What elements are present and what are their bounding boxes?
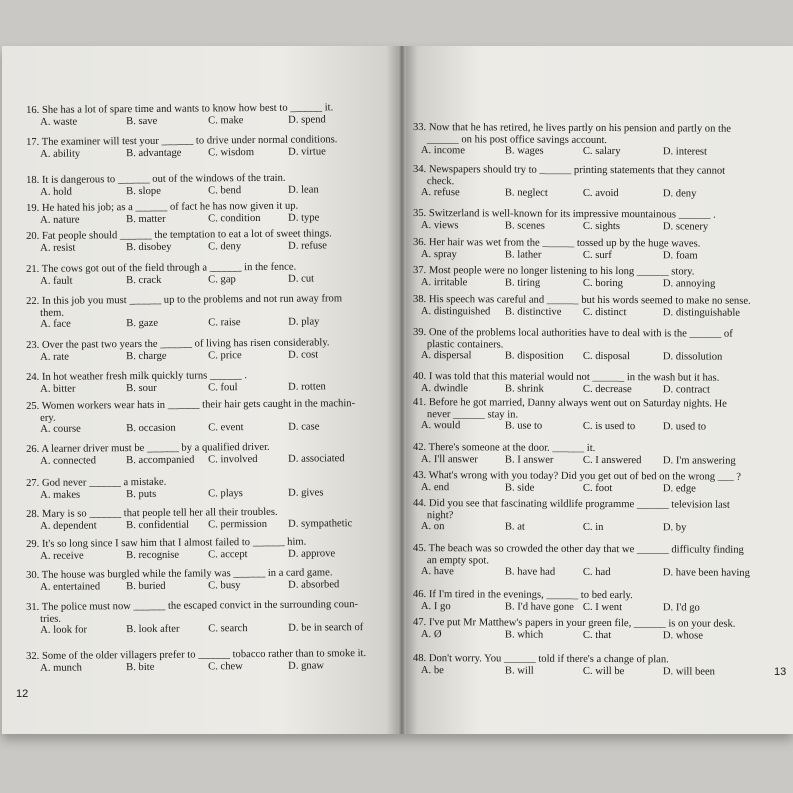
- answer-option: D. absorbed: [288, 578, 340, 591]
- answer-option: D. distinguishable: [662, 306, 741, 319]
- answer-options: [26, 452, 345, 467]
- answer-option: C. wisdom: [208, 146, 255, 158]
- question-stem: 26. A learner driver must be ______ by a qualified driver.: [26, 441, 270, 455]
- answer-option: A. face: [40, 318, 71, 330]
- answer-option: B. disobey: [126, 241, 172, 253]
- answer-option: B. matter: [126, 213, 166, 225]
- answer-option: D. play: [288, 316, 320, 328]
- answer-option: C. disposal: [582, 350, 630, 363]
- question-stem-continued: plastic containers.: [426, 338, 504, 350]
- question-stem-continued: ______ on his post office savings account.: [426, 133, 608, 146]
- answer-option: C. foot: [582, 482, 613, 494]
- answer-option: C. distinct: [582, 306, 627, 318]
- question-item: [26, 536, 336, 562]
- answer-option: D. type: [288, 211, 320, 224]
- question-stem: 20. Fat people should ______ the temptation to eat a lot of sweet things.: [26, 228, 332, 242]
- answer-option: B. which: [504, 628, 544, 641]
- question-stem: 30. The house was burgled while the family was ______ in a card game.: [26, 567, 333, 581]
- answer-options: [413, 628, 736, 641]
- question-item: [413, 470, 741, 495]
- question-item: [26, 102, 333, 128]
- answer-option: C. had: [582, 566, 611, 579]
- question-stem: 46. If I'm tired in the evenings, ______ to bed early.: [412, 589, 633, 602]
- answer-options: [26, 183, 319, 198]
- question-stem: 48. Don't worry. You ______ told if there's a change of plan.: [412, 653, 669, 666]
- question-stem: 41. Before he got married, Danny always went out on Saturday nights. He: [412, 397, 727, 410]
- question-item: [26, 567, 340, 593]
- answer-option: B. neglect: [504, 187, 548, 199]
- right-page-number: 13: [774, 666, 787, 678]
- answer-option: A. course: [40, 423, 81, 435]
- open-book: [2, 46, 793, 734]
- question-stem: 38. His speech was careful and ______ but his words seemed to make no sense.: [412, 294, 751, 307]
- question-stem: 21. The cows got out of the field through a ______ in the fence.: [26, 261, 297, 275]
- answer-option: A. on: [420, 521, 445, 533]
- answer-options: [26, 547, 336, 562]
- answer-option: A. hold: [40, 186, 72, 198]
- answer-options: [26, 622, 364, 636]
- answer-option: C. deny: [208, 240, 242, 252]
- question-stem-continued: ery.: [40, 412, 56, 424]
- question-stem: 34. Newspapers should try to ______ printing statements that they cannot: [412, 164, 726, 177]
- answer-options: [26, 349, 330, 363]
- question-item: [413, 237, 701, 262]
- answer-option: B. recognise: [126, 549, 180, 561]
- question-item: [26, 228, 332, 254]
- answer-option: D. case: [288, 421, 320, 433]
- answer-option: C. sights: [582, 220, 621, 232]
- answer-option: A. distinguished: [420, 305, 491, 317]
- answer-options: [26, 660, 366, 674]
- answer-option: A. I go: [420, 600, 451, 612]
- answer-option: B. puts: [126, 488, 157, 500]
- answer-option: B. use to: [504, 420, 543, 432]
- question-stem: 28. Mary is so ______ that people tell her all their troubles.: [26, 506, 278, 520]
- answer-option: D. I'd go: [662, 601, 700, 614]
- question-item: [412, 442, 736, 467]
- answer-option: B. charge: [126, 350, 167, 362]
- answer-options: [413, 305, 751, 318]
- question-item: [26, 134, 338, 160]
- answer-option: D. annoying: [662, 277, 716, 290]
- right-page: [402, 46, 793, 734]
- answer-option: C. make: [208, 114, 244, 126]
- question-item: [26, 370, 326, 395]
- answer-option: B. buried: [126, 580, 166, 592]
- question-stem: 43. What's wrong with you today? Did you get out of bed on the wrong ___ ?: [412, 470, 742, 483]
- answer-option: C. will be: [582, 665, 625, 677]
- question-item: [413, 164, 725, 200]
- question-item: [26, 172, 319, 198]
- question-item: [26, 293, 342, 330]
- question-stem: 18. It is dangerous to ______ out of the windows of the train.: [26, 172, 286, 186]
- answer-option: D. I'm answering: [662, 454, 736, 467]
- answer-option: B. tiring: [504, 276, 541, 289]
- answer-options: [26, 578, 340, 593]
- answer-options: [26, 146, 337, 160]
- answer-option: B. distinctive: [504, 305, 562, 318]
- answer-options: [413, 453, 736, 467]
- answer-options: [26, 486, 324, 501]
- answer-options: [413, 521, 730, 534]
- question-stem: 27. God never ______ a mistake.: [26, 476, 167, 489]
- question-item: [413, 122, 731, 158]
- answer-option: A. dependent: [40, 519, 97, 532]
- answer-options: [413, 276, 716, 290]
- answer-option: A. receive: [40, 549, 84, 562]
- answer-option: D. interest: [662, 146, 708, 158]
- question-stem-continued: check.: [426, 175, 455, 187]
- answer-option: A. end: [420, 481, 450, 493]
- answer-option: D. will been: [662, 665, 716, 678]
- answer-options: [26, 240, 332, 254]
- answer-option: D. spend: [288, 113, 326, 126]
- question-stem: 22. In this job you must ______ up to the problems and not run away from: [26, 293, 343, 307]
- answer-option: C. search: [208, 623, 248, 635]
- answer-options: [26, 316, 342, 330]
- answer-options: [413, 664, 716, 678]
- question-stem-continued: night?: [426, 509, 454, 521]
- question-stem: 35. Switzerland is well-known for its impressive mountainous ______ .: [412, 208, 716, 221]
- answer-option: D. rotten: [288, 380, 326, 393]
- question-item: [26, 506, 353, 532]
- question-stem: 29. It's so long since I saw him that I almost failed to ______ him.: [26, 536, 307, 550]
- answer-options: [413, 187, 725, 200]
- answer-option: A. munch: [40, 662, 82, 674]
- answer-option: C. event: [208, 422, 244, 434]
- answer-option: B. advantage: [126, 147, 182, 159]
- question-stem: 44. Did you see that fascinating wildlife programme ______ television last: [412, 498, 730, 511]
- answer-option: B. bite: [126, 661, 155, 673]
- question-item: [412, 265, 716, 290]
- answer-options: [26, 211, 320, 226]
- answer-option: A. have: [420, 566, 454, 578]
- answer-option: B. shrink: [504, 382, 544, 395]
- answer-options: [413, 382, 719, 395]
- answer-option: B. I answer: [504, 453, 554, 466]
- answer-options: [26, 272, 315, 287]
- question-stem: 17. The examiner will test your ______ to drive under normal conditions.: [26, 134, 338, 148]
- answer-option: B. save: [126, 115, 158, 127]
- answer-option: C. in: [582, 521, 604, 533]
- question-item: [26, 476, 324, 501]
- answer-option: D. have been having: [662, 567, 750, 579]
- answer-options: [413, 219, 716, 232]
- answer-option: A. would: [420, 420, 461, 432]
- answer-option: C. plays: [208, 487, 243, 499]
- answer-option: C. price: [208, 349, 242, 361]
- answer-option: C. gap: [208, 273, 236, 285]
- question-stem: 39. One of the problems local authorities have to deal with is the ______ of: [412, 327, 733, 340]
- answer-option: A. bitter: [40, 383, 76, 395]
- answer-option: D. lean: [288, 183, 319, 196]
- answer-option: A. I'll answer: [420, 453, 478, 465]
- answer-option: C. is used to: [582, 420, 636, 433]
- answer-option: C. boring: [582, 277, 623, 289]
- answer-option: C. that: [582, 629, 612, 641]
- answer-option: C. chew: [208, 660, 243, 672]
- question-stem-continued: them.: [40, 307, 65, 319]
- question-stem-continued: an empty spot.: [426, 554, 490, 566]
- answer-option: D. by: [662, 522, 687, 534]
- answer-option: A. income: [420, 145, 466, 157]
- answer-option: B. gaze: [126, 317, 159, 330]
- answer-options: [26, 517, 353, 532]
- question-item: [412, 589, 700, 614]
- question-item: [26, 261, 315, 287]
- answer-option: D. whose: [662, 629, 703, 642]
- question-item: [412, 543, 750, 579]
- answer-options: [413, 350, 733, 363]
- question-stem: 24. In hot weather fresh milk quickly turns ______ .: [26, 370, 248, 383]
- answer-option: A. resist: [40, 242, 76, 254]
- question-stem: 40. I was told that this material would not ______ in the wash but it has.: [412, 371, 720, 384]
- answer-option: C. foul: [208, 381, 238, 393]
- answer-option: A. Ø: [420, 628, 442, 640]
- answer-option: C. accept: [208, 548, 248, 560]
- answer-option: B. side: [504, 481, 535, 494]
- left-page-number: 12: [16, 688, 29, 700]
- question-stem: 16. She has a lot of spare time and wants to know how best to ______ it.: [26, 102, 334, 116]
- question-item: [413, 208, 716, 233]
- question-stem: 36. Her hair was wet from the ______ tossed up by the huge waves.: [412, 237, 701, 250]
- answer-option: B. will: [504, 664, 534, 677]
- answer-option: D. cut: [288, 272, 315, 285]
- question-item: [413, 294, 751, 319]
- answer-option: D. gnaw: [288, 659, 325, 672]
- answer-option: C. avoid: [582, 187, 619, 200]
- answer-option: A. dwindle: [420, 382, 469, 394]
- answer-option: B. accompanied: [126, 454, 195, 466]
- answer-option: A. nature: [40, 214, 80, 226]
- answer-option: D. used to: [662, 421, 707, 433]
- question-item: [26, 441, 345, 467]
- question-item: [413, 498, 730, 534]
- answer-option: C. decrease: [582, 383, 632, 395]
- answer-option: B. disposition: [504, 350, 564, 362]
- answer-option: D. gives: [288, 486, 324, 499]
- question-stem: 31. The police must now ______ the escaped convict in the surrounding coun-: [26, 599, 359, 613]
- answer-option: C. involved: [208, 453, 258, 465]
- answer-option: B. look after: [126, 623, 180, 636]
- answer-option: C. I answered: [582, 454, 642, 466]
- question-stem: 19. He hated his job; as a ______ of fact he has now given it up.: [26, 200, 299, 214]
- answer-option: B. scenes: [504, 219, 545, 232]
- answer-option: B. lather: [504, 248, 542, 261]
- question-item: [413, 397, 727, 433]
- answer-option: C. salary: [582, 145, 621, 158]
- question-item: [26, 398, 355, 435]
- answer-option: B. occasion: [126, 422, 176, 435]
- answer-options: [413, 600, 700, 614]
- question-stem-continued: tries.: [40, 613, 62, 625]
- answer-options: [413, 248, 701, 261]
- answer-option: A. fault: [40, 275, 73, 287]
- answer-option: D. associated: [288, 452, 345, 465]
- question-stem: 45. The beach was so crowded the other day that we ______ difficulty finding: [412, 543, 744, 556]
- answer-option: A. connected: [40, 454, 97, 467]
- question-item: [26, 599, 364, 636]
- answer-option: C. surf: [582, 249, 612, 261]
- question-item: [413, 371, 719, 396]
- answer-options: [26, 114, 333, 128]
- answer-option: C. raise: [208, 317, 241, 329]
- answer-options: [26, 421, 355, 435]
- answer-option: B. sour: [126, 382, 157, 394]
- answer-options: [413, 145, 731, 158]
- question-stem: 42. There's someone at the door. ______ it.: [412, 442, 596, 454]
- answer-option: A. views: [420, 219, 459, 231]
- answer-option: D. be in search of: [288, 622, 364, 634]
- answer-option: C. bend: [208, 184, 242, 196]
- answer-option: C. I went: [582, 601, 623, 613]
- answer-option: D. sympathetic: [288, 517, 353, 530]
- answer-option: B. crack: [126, 274, 162, 286]
- question-stem: 25. Women workers wear hats in ______ their hair gets caught in the machin-: [26, 398, 356, 412]
- question-stem-continued: never ______ stay in.: [426, 408, 519, 421]
- question-stem: 33. Now that he has retired, he lives partly on his pension and partly on the: [412, 122, 732, 135]
- answer-option: C. busy: [208, 579, 241, 591]
- answer-option: B. wages: [504, 145, 544, 157]
- answer-option: B. I'd have gone: [504, 600, 574, 613]
- answer-option: A. look for: [40, 624, 88, 636]
- answer-option: D. cost: [288, 348, 319, 361]
- left-page: [2, 46, 402, 734]
- answer-option: D. scenery: [662, 220, 709, 233]
- answer-option: D. dissolution: [662, 351, 723, 363]
- answer-option: D. deny: [662, 188, 697, 200]
- answer-option: A. be: [420, 664, 444, 676]
- answer-option: D. edge: [662, 482, 696, 494]
- question-stem: 32. Some of the older villagers prefer to ______ tobacco rather than to smoke it.: [26, 648, 367, 662]
- answer-option: A. makes: [40, 489, 81, 501]
- question-item: [26, 200, 320, 226]
- question-stem: 47. I've put Mr Matthew's papers in your green file, ______ is on your desk.: [412, 617, 736, 630]
- answer-options: [413, 481, 741, 494]
- answer-option: D. virtue: [288, 145, 326, 158]
- question-stem: 23. Over the past two years the ______ of living has risen considerably.: [26, 337, 330, 351]
- answer-option: D. refuse: [288, 239, 328, 252]
- answer-option: C. permission: [208, 518, 268, 530]
- question-item: [413, 327, 733, 363]
- question-item: [413, 617, 736, 642]
- answer-option: A. spray: [420, 248, 457, 260]
- answer-option: A. dispersal: [420, 350, 472, 362]
- answer-options: [413, 420, 727, 433]
- answer-option: A. rate: [40, 351, 70, 363]
- answer-option: A. entertained: [40, 580, 101, 593]
- answer-option: D. foam: [662, 249, 698, 261]
- answer-option: B. slope: [126, 185, 161, 197]
- answer-option: B. confidential: [126, 519, 190, 531]
- answer-option: A. irritable: [420, 276, 468, 288]
- answer-option: B. at: [504, 521, 525, 533]
- answer-option: D. approve: [288, 547, 336, 560]
- question-stem: 37. Most people were no longer listening to his long ______ story.: [412, 265, 695, 278]
- answer-option: A. refuse: [420, 187, 460, 199]
- answer-option: A. ability: [40, 148, 81, 160]
- answer-option: D. contract: [662, 383, 710, 396]
- question-item: [26, 648, 366, 674]
- question-item: [26, 337, 330, 363]
- answer-options: [413, 566, 750, 579]
- answer-option: B. have had: [504, 566, 556, 578]
- answer-options: [26, 380, 326, 395]
- answer-option: C. condition: [208, 212, 261, 224]
- answer-option: A. waste: [40, 116, 78, 128]
- question-item: [412, 653, 716, 678]
- book-spine: [398, 46, 406, 734]
